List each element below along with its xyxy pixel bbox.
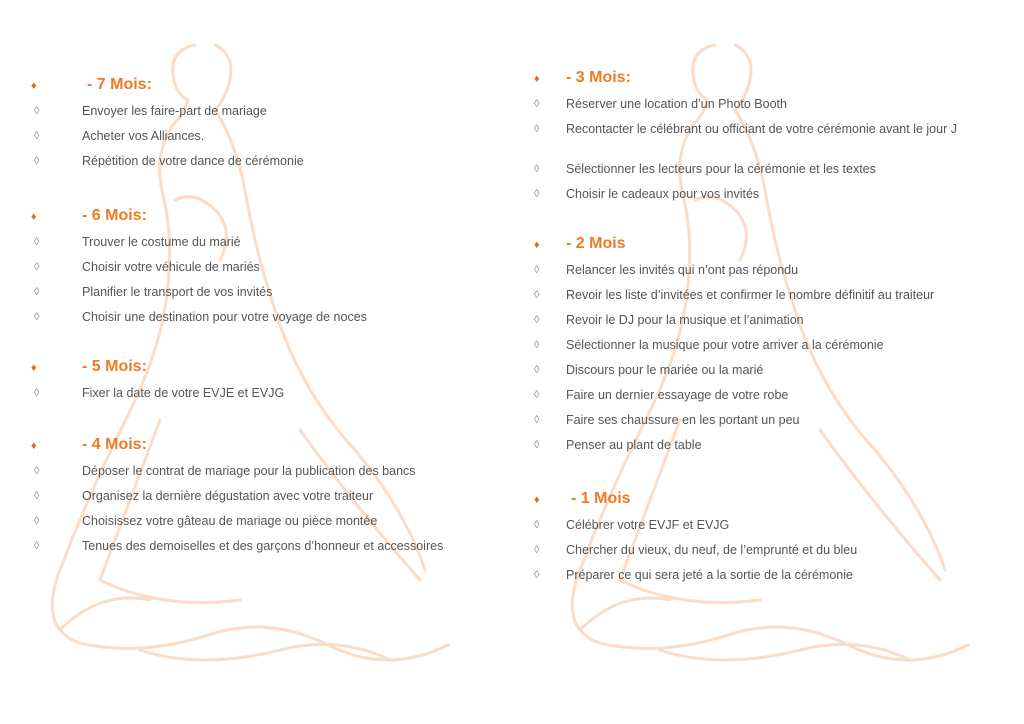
section-heading: [0, 76, 512, 100]
diamond-outline-icon: ◊: [534, 544, 540, 556]
list-item: [512, 288, 1024, 313]
list-item: [0, 514, 512, 539]
item-text: Acheter vos Alliances.: [82, 129, 205, 143]
list-item: [512, 388, 1024, 413]
item-text: Planifier le transport de vos invités: [82, 285, 273, 299]
list-item: [512, 263, 1024, 288]
list-item: [0, 104, 512, 129]
list-item: [512, 363, 1024, 388]
diamond-outline-icon: ◊: [534, 163, 540, 175]
item-text: Discours pour le mariée ou la marié: [566, 363, 764, 377]
diamond-outline-icon: ◊: [534, 389, 540, 401]
item-text: Choisir votre véhicule de mariés: [82, 260, 260, 274]
diamond-outline-icon: ◊: [34, 155, 40, 167]
diamond-outline-icon: ◊: [534, 289, 540, 301]
diamond-outline-icon: ◊: [534, 264, 540, 276]
item-text: Choisissez votre gâteau de mariage ou pièce montée: [82, 514, 378, 528]
list-item: [0, 539, 512, 564]
item-text: Tenues des demoiselles et des garçons d’honneur et accessoires: [82, 539, 444, 553]
list-item: [512, 518, 1024, 543]
section-6-mois: [0, 207, 512, 335]
item-text: Trouver le costume du marié: [82, 235, 241, 249]
list-item: [0, 464, 512, 489]
item-text: Sélectionner les lecteurs pour la cérémonie et les textes: [566, 162, 876, 176]
list-item: [512, 313, 1024, 338]
list-item: [0, 129, 512, 154]
diamond-outline-icon: ◊: [534, 519, 540, 531]
diamond-outline-icon: ◊: [534, 123, 540, 135]
item-text: Organisez la dernière dégustation avec votre traiteur: [82, 489, 374, 503]
diamond-outline-icon: ◊: [534, 188, 540, 200]
diamond-filled-icon: ♦: [31, 80, 37, 92]
diamond-filled-icon: ♦: [534, 239, 540, 251]
item-text: Célébrer votre EVJF et EVJG: [566, 518, 730, 532]
section-title: - 4 Mois:: [82, 436, 147, 453]
item-text: Recontacter le célébrant ou officiant de votre cérémonie avant le jour J: [566, 122, 957, 136]
diamond-filled-icon: ♦: [534, 73, 540, 85]
section-title: - 6 Mois:: [82, 207, 147, 224]
list-item: [0, 310, 512, 335]
diamond-outline-icon: ◊: [34, 515, 40, 527]
item-text: Choisir une destination pour votre voyage de noces: [82, 310, 367, 324]
list-item: [512, 97, 1024, 122]
diamond-outline-icon: ◊: [534, 314, 540, 326]
section-heading: [512, 69, 1024, 93]
section-title: - 3 Mois:: [566, 69, 631, 86]
diamond-filled-icon: ♦: [31, 362, 37, 374]
item-text: Réserver une location d’un Photo Booth: [566, 97, 787, 111]
item-text: Fixer la date de votre EVJE et EVJG: [82, 386, 285, 400]
diamond-outline-icon: ◊: [534, 439, 540, 451]
item-text: Relancer les invités qui n’ont pas répondu: [566, 263, 799, 277]
section-2-mois: [512, 235, 1024, 463]
item-text: Revoir les liste d’invitées et confirmer le nombre définitif au traiteur: [566, 288, 935, 302]
diamond-outline-icon: ◊: [34, 261, 40, 273]
list-item: [512, 122, 1024, 162]
list-item: [512, 187, 1024, 212]
section-heading: [0, 207, 512, 231]
section-7-mois: [0, 76, 512, 179]
section-title: - 7 Mois:: [87, 76, 152, 93]
diamond-outline-icon: ◊: [34, 387, 40, 399]
item-text: Préparer ce qui sera jeté a la sortie de la cérémonie: [566, 568, 853, 582]
diamond-filled-icon: ♦: [534, 494, 540, 506]
list-item: [0, 489, 512, 514]
diamond-outline-icon: ◊: [34, 130, 40, 142]
list-item: [0, 235, 512, 260]
list-item: [0, 386, 512, 411]
list-item: [0, 260, 512, 285]
list-item: [0, 154, 512, 179]
section-title: - 2 Mois: [566, 235, 626, 252]
section-heading: [0, 358, 512, 382]
section-5-mois: [0, 358, 512, 411]
item-text: Envoyer les faire-part de mariage: [82, 104, 267, 118]
section-1-mois: [512, 490, 1024, 593]
diamond-outline-icon: ◊: [534, 339, 540, 351]
diamond-outline-icon: ◊: [534, 414, 540, 426]
section-heading: [512, 490, 1024, 514]
list-item: [512, 162, 1024, 187]
list-item: [512, 413, 1024, 438]
section-4-mois: [0, 436, 512, 564]
item-text: Penser au plant de table: [566, 438, 702, 452]
diamond-outline-icon: ◊: [534, 364, 540, 376]
list-item: [0, 285, 512, 310]
item-text: Choisir le cadeaux pour vos invités: [566, 187, 760, 201]
diamond-filled-icon: ♦: [31, 440, 37, 452]
item-text: Sélectionner la musique pour votre arriver a la cérémonie: [566, 338, 884, 352]
diamond-outline-icon: ◊: [534, 569, 540, 581]
item-text: Déposer le contrat de mariage pour la publication des bancs: [82, 464, 416, 478]
diamond-outline-icon: ◊: [34, 311, 40, 323]
section-title: - 5 Mois:: [82, 358, 147, 375]
list-item: [512, 568, 1024, 593]
list-item: [512, 543, 1024, 568]
list-item: [512, 338, 1024, 363]
diamond-outline-icon: ◊: [534, 98, 540, 110]
diamond-outline-icon: ◊: [34, 490, 40, 502]
section-title: - 1 Mois: [571, 490, 631, 507]
item-text: Revoir le DJ pour la musique et l’animation: [566, 313, 804, 327]
diamond-filled-icon: ♦: [31, 211, 37, 223]
diamond-outline-icon: ◊: [34, 286, 40, 298]
diamond-outline-icon: ◊: [34, 540, 40, 552]
diamond-outline-icon: ◊: [34, 236, 40, 248]
section-heading: [512, 235, 1024, 259]
section-3-mois: [512, 69, 1024, 212]
list-item: [512, 438, 1024, 463]
diamond-outline-icon: ◊: [34, 105, 40, 117]
diamond-outline-icon: ◊: [34, 465, 40, 477]
item-text: Répétition de votre dance de cérémonie: [82, 154, 304, 168]
section-heading: [0, 436, 512, 460]
item-text: Faire ses chaussure en les portant un peu: [566, 413, 800, 427]
item-text: Faire un dernier essayage de votre robe: [566, 388, 789, 402]
item-text: Chercher du vieux, du neuf, de l’emprunté et du bleu: [566, 543, 858, 557]
